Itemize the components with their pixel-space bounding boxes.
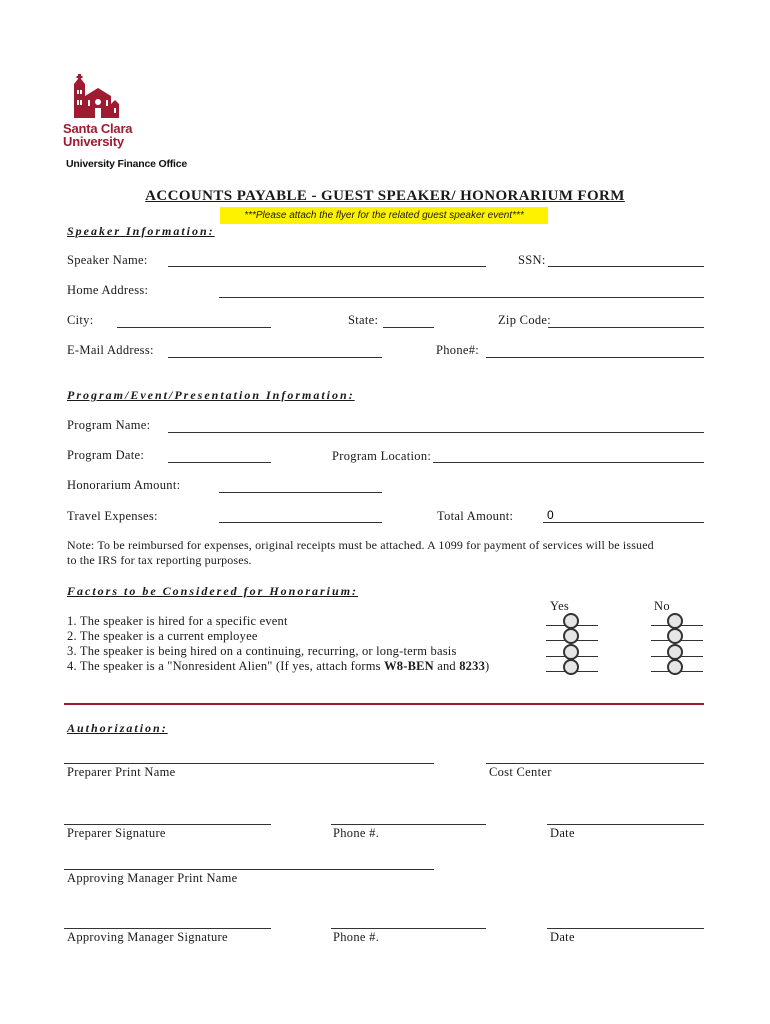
zip-code-field[interactable] (548, 312, 704, 328)
email-label: E-Mail Address: (67, 343, 154, 357)
factors-section-title: Factors to be Considered for Honorarium: (67, 584, 359, 598)
university-name-line1: Santa Clara (63, 121, 133, 136)
phone-field[interactable] (486, 342, 704, 358)
home-address-label: Home Address: (67, 283, 149, 297)
attach-flyer-note: ***Please attach the flyer for the related guest speaker event*** (220, 207, 548, 224)
preparer-signature-label: Preparer Signature (67, 826, 166, 840)
manager-phone-label: Phone #. (333, 930, 380, 944)
no-radio-1[interactable] (667, 613, 683, 629)
zip-code-label: Zip Code: (498, 313, 552, 327)
factor-item-3: 3. The speaker is being hired on a continuing, recurring, or long-term basis (67, 644, 457, 658)
manager-signature-field[interactable] (64, 913, 271, 929)
yes-radio-1[interactable] (563, 613, 579, 629)
travel-expenses-field[interactable] (219, 507, 382, 523)
honorarium-amount-field[interactable] (219, 477, 382, 493)
preparer-date-field[interactable] (547, 809, 704, 825)
no-column-header: No (654, 599, 670, 613)
travel-expenses-label: Travel Expenses: (67, 509, 158, 523)
yes-radio-2[interactable] (563, 628, 579, 644)
factor-item-2: 2. The speaker is a current employee (67, 629, 258, 643)
no-radio-3[interactable] (667, 644, 683, 660)
manager-print-name-label: Approving Manager Print Name (67, 871, 238, 885)
manager-signature-label: Approving Manager Signature (67, 930, 228, 944)
preparer-date-label: Date (550, 826, 575, 840)
speaker-section-title: Speaker Information: (67, 224, 215, 238)
ssn-field[interactable] (548, 251, 704, 267)
program-date-field[interactable] (168, 447, 271, 463)
factor-item-4-close: ) (485, 659, 490, 673)
preparer-print-name-field[interactable] (64, 748, 434, 764)
manager-print-name-field[interactable] (64, 854, 434, 870)
authorization-section-title: Authorization: (67, 721, 168, 735)
manager-date-label: Date (550, 930, 575, 944)
receipt-note-line1: Note: To be reimbursed for expenses, original receipts must be attached. A 1099 for payment of services will be issued (67, 538, 654, 552)
factor-item-4 (67, 659, 489, 674)
speaker-name-label: Speaker Name: (67, 253, 148, 267)
preparer-signature-field[interactable] (64, 809, 271, 825)
honorarium-amount-label: Honorarium Amount: (67, 478, 181, 492)
total-amount-label: Total Amount: (437, 509, 514, 523)
state-label: State: (348, 313, 379, 327)
preparer-phone-field[interactable] (331, 809, 486, 825)
finance-office-label: University Finance Office (66, 158, 188, 170)
yes-column-header: Yes (550, 599, 570, 613)
cost-center-label: Cost Center (489, 765, 552, 779)
state-field[interactable] (383, 312, 434, 328)
phone-label: Phone#: (436, 343, 480, 357)
factor-item-4-and: and (433, 659, 460, 673)
no-radio-2[interactable] (667, 628, 683, 644)
receipt-note-line2: to the IRS for tax reporting purposes. (67, 553, 252, 567)
city-label: City: (67, 313, 94, 327)
yes-radio-4[interactable] (563, 659, 579, 675)
factor-item-4-text: 4. The speaker is a "Nonresident Alien" (If yes, attach forms (67, 659, 385, 673)
section-divider (64, 703, 704, 705)
city-field[interactable] (117, 312, 271, 328)
program-location-label: Program Location: (332, 449, 432, 463)
manager-phone-field[interactable] (331, 913, 486, 929)
program-location-field[interactable] (433, 447, 704, 463)
form-8233: 8233 (459, 659, 486, 673)
total-amount-field[interactable] (543, 507, 704, 523)
cost-center-field[interactable] (486, 748, 704, 764)
manager-date-field[interactable] (547, 913, 704, 929)
program-section-title: Program/Event/Presentation Information: (67, 388, 355, 402)
no-radio-4[interactable] (667, 659, 683, 675)
preparer-print-name-label: Preparer Print Name (67, 765, 176, 779)
program-name-label: Program Name: (67, 418, 151, 432)
home-address-field[interactable] (219, 282, 704, 298)
program-name-field[interactable] (168, 417, 704, 433)
form-title: ACCOUNTS PAYABLE - GUEST SPEAKER/ HONORARIUM FORM (145, 188, 625, 204)
program-date-label: Program Date: (67, 448, 145, 462)
speaker-name-field[interactable] (168, 251, 486, 267)
factor-item-1: 1. The speaker is hired for a specific event (67, 614, 288, 628)
email-field[interactable] (168, 342, 382, 358)
university-seal-logo (66, 66, 122, 122)
ssn-label: SSN: (518, 253, 546, 267)
preparer-phone-label: Phone #. (333, 826, 380, 840)
university-name-line2: University (63, 134, 124, 149)
form-w8ben: W8-BEN (384, 659, 434, 673)
yes-radio-3[interactable] (563, 644, 579, 660)
